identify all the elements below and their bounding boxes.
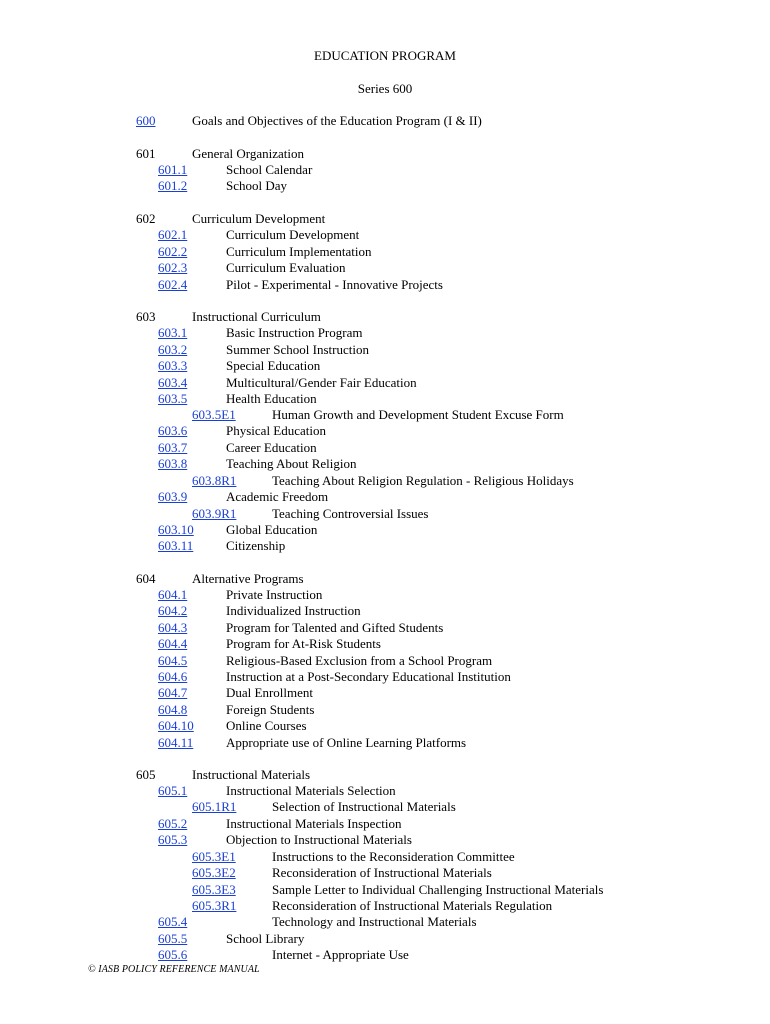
policy-code-link[interactable]: 603.8R1: [192, 473, 237, 488]
policy-code-link[interactable]: 603.10: [158, 522, 194, 537]
policy-title: Reconsideration of Instructional Materials Regulation: [272, 898, 553, 913]
policy-title: Online Courses: [226, 718, 307, 733]
policy-code-link[interactable]: 603.5: [158, 391, 188, 406]
policy-title: Basic Instruction Program: [226, 325, 363, 340]
policy-code-link[interactable]: 604.10: [158, 718, 194, 733]
policy-code-link[interactable]: 604.11: [158, 735, 194, 750]
policy-title: Foreign Students: [226, 702, 315, 717]
policy-code-link[interactable]: 605.5: [158, 931, 188, 946]
policy-title: Dual Enrollment: [226, 685, 314, 700]
policy-code-link[interactable]: 601.2: [158, 178, 188, 193]
policy-title: Appropriate use of Online Learning Platforms: [226, 735, 467, 750]
policy-title: School Calendar: [226, 162, 313, 177]
policy-code-link[interactable]: 603.4: [158, 375, 188, 390]
policy-code-link[interactable]: 604.8: [158, 702, 188, 717]
policy-title: Internet - Appropriate Use: [272, 947, 409, 962]
policy-code: 602: [136, 211, 156, 226]
policy-title: Multicultural/Gender Fair Education: [226, 375, 417, 390]
policy-code-link[interactable]: 602.4: [158, 277, 188, 292]
policy-code-link[interactable]: 605.6: [158, 947, 188, 962]
policy-title: Teaching Controversial Issues: [272, 506, 429, 521]
policy-code-link[interactable]: 604.4: [158, 636, 188, 651]
policy-code-link[interactable]: 605.3: [158, 832, 188, 847]
policy-code-link[interactable]: 604.6: [158, 669, 188, 684]
policy-title: Selection of Instructional Materials: [272, 799, 456, 814]
policy-title: School Library: [226, 931, 305, 946]
policy-code-link[interactable]: 605.4: [158, 914, 188, 929]
policy-code-link[interactable]: 601.1: [158, 162, 188, 177]
policy-title: Curriculum Evaluation: [226, 260, 346, 275]
policy-code-link[interactable]: 603.5E1: [192, 407, 236, 422]
policy-code: 601: [136, 146, 156, 161]
policy-title: Private Instruction: [226, 587, 323, 602]
policy-code-link[interactable]: 603.9R1: [192, 506, 237, 521]
policy-title: Physical Education: [226, 423, 327, 438]
policy-code-link[interactable]: 602.2: [158, 244, 188, 259]
policy-code-link[interactable]: 604.5: [158, 653, 188, 668]
policy-code-link[interactable]: 605.1: [158, 783, 188, 798]
policy-title: Program for At-Risk Students: [226, 636, 381, 651]
policy-title: Curriculum Development: [226, 227, 360, 242]
policy-title: Technology and Instructional Materials: [272, 914, 477, 929]
policy-title: Citizenship: [226, 538, 286, 553]
policy-code-link[interactable]: 602.3: [158, 260, 188, 275]
policy-title: Summer School Instruction: [226, 342, 369, 357]
policy-code-link[interactable]: 603.11: [158, 538, 194, 553]
policy-title: Objection to Instructional Materials: [226, 832, 412, 847]
policy-code-link[interactable]: 605.3E3: [192, 882, 236, 897]
policy-code-link[interactable]: 605.3R1: [192, 898, 237, 913]
policy-title: Teaching About Religion Regulation - Religious Holidays: [272, 473, 574, 488]
policy-code-link[interactable]: 603.9: [158, 489, 188, 504]
policy-code-link[interactable]: 603.1: [158, 325, 188, 340]
policy-code-link[interactable]: 603.7: [158, 440, 188, 455]
policy-code-link[interactable]: 605.3E1: [192, 849, 236, 864]
policy-title: Academic Freedom: [226, 489, 329, 504]
policy-code-link[interactable]: 603.2: [158, 342, 188, 357]
page-title: EDUCATION PROGRAM: [314, 48, 456, 63]
policy-title: General Organization: [192, 146, 305, 161]
policy-title: School Day: [226, 178, 288, 193]
policy-title: Pilot - Experimental - Innovative Projects: [226, 277, 443, 292]
policy-title: Career Education: [226, 440, 317, 455]
policy-title: Human Growth and Development Student Excuse Form: [272, 407, 564, 422]
policy-title: Sample Letter to Individual Challenging Instructional Materials: [272, 882, 604, 897]
policy-title: Global Education: [226, 522, 318, 537]
policy-code-link[interactable]: 603.3: [158, 358, 188, 373]
policy-code-link[interactable]: 604.7: [158, 685, 188, 700]
policy-code-link[interactable]: 604.2: [158, 603, 188, 618]
policy-code: 605: [136, 767, 156, 782]
policy-title: Goals and Objectives of the Education Program (I & II): [192, 113, 482, 128]
policy-title: Instructional Materials Inspection: [226, 816, 402, 831]
policy-title: Instructions to the Reconsideration Committee: [272, 849, 515, 864]
policy-code-link[interactable]: 605.1R1: [192, 799, 237, 814]
policy-title: Health Education: [226, 391, 317, 406]
policy-title: Reconsideration of Instructional Materials: [272, 865, 492, 880]
policy-title: Religious-Based Exclusion from a School Program: [226, 653, 493, 668]
policy-code-link[interactable]: 603.6: [158, 423, 188, 438]
policy-code-link[interactable]: 602.1: [158, 227, 188, 242]
page-footer: © IASB POLICY REFERENCE MANUAL: [88, 964, 260, 975]
policy-code-link[interactable]: 604.1: [158, 587, 188, 602]
policy-title: Alternative Programs: [192, 571, 304, 586]
series-subtitle: Series 600: [357, 81, 413, 96]
policy-code: 603: [136, 309, 156, 324]
policy-title: Curriculum Development: [192, 211, 326, 226]
policy-code-link[interactable]: 604.3: [158, 620, 188, 635]
policy-code-link[interactable]: 605.3E2: [192, 865, 236, 880]
policy-code-link[interactable]: 603.8: [158, 456, 188, 471]
policy-title: Special Education: [226, 358, 321, 373]
policy-code: 604: [136, 571, 156, 586]
policy-title: Instructional Curriculum: [192, 309, 321, 324]
policy-title: Teaching About Religion: [226, 456, 357, 471]
policy-title: Program for Talented and Gifted Students: [226, 620, 444, 635]
policy-title: Curriculum Implementation: [226, 244, 372, 259]
policy-title: Instructional Materials Selection: [226, 783, 396, 798]
policy-code-link[interactable]: 605.2: [158, 816, 188, 831]
policy-title: Instruction at a Post-Secondary Educational Institution: [226, 669, 511, 684]
policy-code-link[interactable]: 600: [136, 113, 156, 128]
policy-title: Individualized Instruction: [226, 603, 361, 618]
policy-title: Instructional Materials: [192, 767, 311, 782]
